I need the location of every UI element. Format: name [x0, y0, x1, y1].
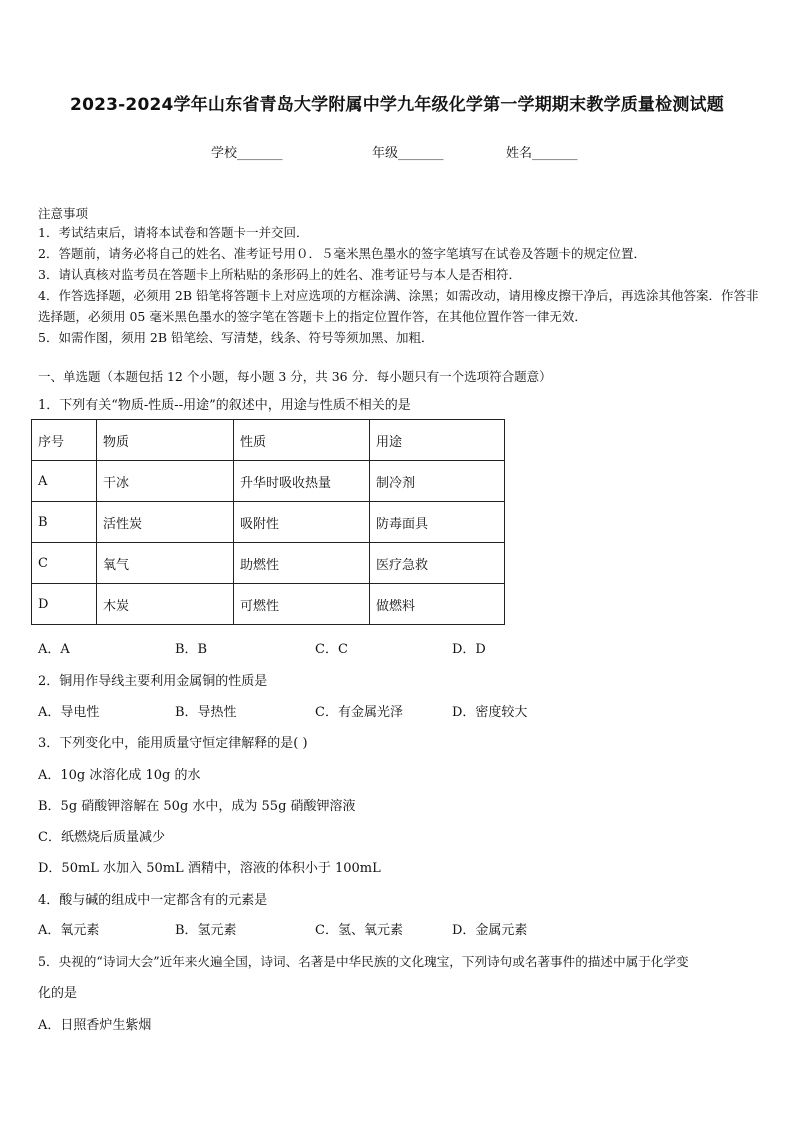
table-cell: B: [32, 502, 97, 543]
option-b: B．导热性: [175, 705, 237, 720]
question-5-stem-continued: 化的是: [38, 986, 78, 1001]
option-d: D．50mL 水加入 50mL 酒精中，溶液的体积小于 100mL: [38, 861, 381, 876]
notice-item-3: 3．请认真核对监考员在答题卡上所粘贴的条形码上的姓名、准考证号与本人是否相符．: [38, 267, 521, 282]
table-cell: 干冰: [97, 461, 234, 502]
table-row: [32, 584, 505, 625]
table-cell: 防毒面具: [370, 502, 505, 543]
table-cell: D: [32, 584, 97, 625]
question-1-stem: 1．下列有关“物质-性质--用途”的叙述中，用途与性质不相关的是: [38, 398, 411, 413]
table-header: 用途: [370, 420, 505, 461]
table-header: 性质: [234, 420, 370, 461]
option-a: A．氧元素: [38, 923, 100, 938]
option-a: A．A: [38, 642, 70, 657]
option-d: D．密度较大: [452, 705, 528, 720]
table-row: [32, 502, 505, 543]
notice-item-5: 5．如需作图，须用 2B 铅笔绘、写清楚，线条、符号等须加黑、加粗．: [38, 330, 434, 345]
option-b: B．B: [175, 642, 208, 657]
option-a: A．导电性: [38, 705, 100, 720]
table-cell: 木炭: [97, 584, 234, 625]
question-1-table: [31, 419, 505, 625]
section-heading: 一、单选题（本题包括 12 个小题，每小题 3 分，共 36 分．每小题只有一个选项符合题意）: [38, 369, 552, 384]
table-cell: 做燃料: [370, 584, 505, 625]
table-cell: 吸附性: [234, 502, 370, 543]
table-cell: 可燃性: [234, 584, 370, 625]
grade-field: 年级_______: [372, 146, 444, 161]
notice-heading: 注意事项: [38, 206, 89, 221]
option-a: A．10g 冰溶化成 10g 的水: [38, 768, 201, 783]
question-5-stem: 5．央视的“诗词大会”近年来火遍全国，诗词、名著是中华民族的文化瑰宝，下列诗句或名著事件的描述中属于化学变: [38, 954, 689, 969]
table-cell: 升华时吸收热量: [234, 461, 370, 502]
question-1-options: [38, 638, 758, 658]
question-2-options: [38, 701, 758, 721]
option-c: C．C: [315, 642, 348, 657]
option-c: C．有金属光泽: [315, 705, 403, 720]
table-row: [32, 543, 505, 584]
option-b: B．5g 硝酸钾溶解在 50g 水中，成为 55g 硝酸钾溶液: [38, 799, 356, 814]
table-cell: C: [32, 543, 97, 584]
table-header: 序号: [32, 420, 97, 461]
question-4-stem: 4．酸与碱的组成中一定都含有的元素是: [38, 893, 268, 908]
table-cell: A: [32, 461, 97, 502]
name-field: 姓名_______: [506, 146, 578, 161]
option-d: D．D: [452, 642, 486, 657]
question-4-options: [38, 919, 758, 939]
option-a: A．日照香炉生紫烟: [38, 1018, 152, 1033]
notice-item-1: 1．考试结束后，请将本试卷和答题卡一并交回．: [38, 225, 309, 240]
question-3-stem: 3．下列变化中，能用质量守恒定律解释的是( ): [38, 736, 308, 751]
table-cell: 氧气: [97, 543, 234, 584]
school-field: 学校_______: [211, 146, 283, 161]
table-cell: 制冷剂: [370, 461, 505, 502]
option-c: C．纸燃烧后质量减少: [38, 830, 165, 845]
table-row: [32, 461, 505, 502]
question-2-stem: 2．铜用作导线主要利用金属铜的性质是: [38, 674, 268, 689]
notice-item-4: 4．作答选择题，必须用 2B 铅笔将答题卡上对应选项的方框涂满、涂黑；如需改动，请用橡皮擦干净后，再选涂其他答案．作答非选择题，必须用 05 毫米黑色墨水的签字笔在答题卡上的指定位置作答，在其他位置作答一律无效．: [38, 288, 759, 324]
option-b: B．氢元素: [175, 923, 237, 938]
option-d: D．金属元素: [452, 923, 528, 938]
table-cell: 医疗急救: [370, 543, 505, 584]
notice-item-2: 2．答题前，请务必将自己的姓名、准考证号用０．５毫米黑色墨水的签字笔填写在试卷及答题卡的规定位置．: [38, 246, 646, 261]
table-cell: 助燃性: [234, 543, 370, 584]
page-title: 2023-2024学年山东省青岛大学附属中学九年级化学第一学期期末教学质量检测试题: [70, 95, 724, 115]
table-cell: 活性炭: [97, 502, 234, 543]
table-header-row: [32, 420, 505, 461]
table-header: 物质: [97, 420, 234, 461]
option-c: C．氢、氧元素: [315, 923, 403, 938]
